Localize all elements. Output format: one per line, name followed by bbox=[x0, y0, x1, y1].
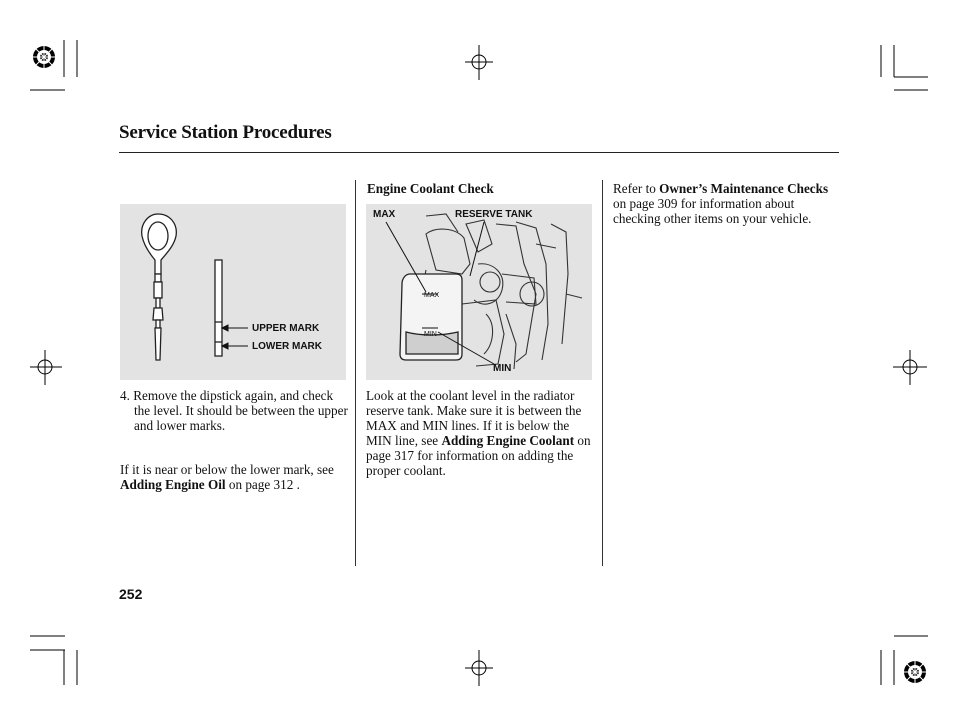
step-4: 4. Remove the dipstick again, and check the level. It should be between the upper and lower marks. bbox=[120, 388, 348, 433]
lower-mark-label: LOWER MARK bbox=[252, 341, 322, 352]
adding-engine-coolant-link[interactable]: Adding Engine Coolant bbox=[441, 433, 575, 448]
engine-coolant-heading: Engine Coolant Check bbox=[367, 181, 494, 196]
column-divider bbox=[355, 180, 356, 566]
column1-paragraph bbox=[120, 462, 350, 492]
section-title: Service Station Procedures bbox=[119, 122, 332, 143]
adding-engine-oil-link[interactable]: Adding Engine Oil bbox=[120, 477, 226, 492]
dipstick-figure bbox=[120, 204, 346, 380]
column1-para-suffix: on page 312 . bbox=[225, 477, 300, 492]
max-label: MAX bbox=[373, 209, 396, 220]
owners-maintenance-checks-link[interactable]: Owner’s Maintenance Checks bbox=[659, 181, 829, 196]
dipstick-illustration bbox=[120, 204, 346, 380]
column3-paragraph bbox=[613, 181, 839, 226]
page-number: 252 bbox=[119, 586, 143, 602]
coolant-figure bbox=[366, 204, 592, 380]
column1-para-prefix: If it is near or below the lower mark, see bbox=[120, 462, 334, 477]
column3-para-prefix: Refer to bbox=[613, 181, 660, 196]
tank-max-marking: MAX bbox=[424, 292, 440, 299]
reserve-tank-label: RESERVE TANK bbox=[455, 209, 533, 220]
column2-paragraph bbox=[366, 388, 596, 478]
column2-para-suffix: on page 317 for information on adding the proper coolant. bbox=[366, 433, 591, 478]
tank-min-marking: MIN bbox=[424, 331, 437, 338]
upper-mark-label: UPPER MARK bbox=[252, 323, 320, 334]
step-4-text bbox=[120, 388, 348, 433]
title-rule bbox=[119, 152, 839, 153]
column2-para-prefix: Look at the coolant level in the radiator reserve tank. Make sure it is between the MAX and MIN lines. If it is below the MIN line, see bbox=[366, 388, 582, 448]
column3-para-suffix: on page 309 for information about checking other items on your vehicle. bbox=[613, 196, 812, 226]
min-label: MIN bbox=[493, 363, 512, 374]
reserve-tank-illustration bbox=[366, 204, 592, 380]
column-divider bbox=[602, 180, 603, 566]
